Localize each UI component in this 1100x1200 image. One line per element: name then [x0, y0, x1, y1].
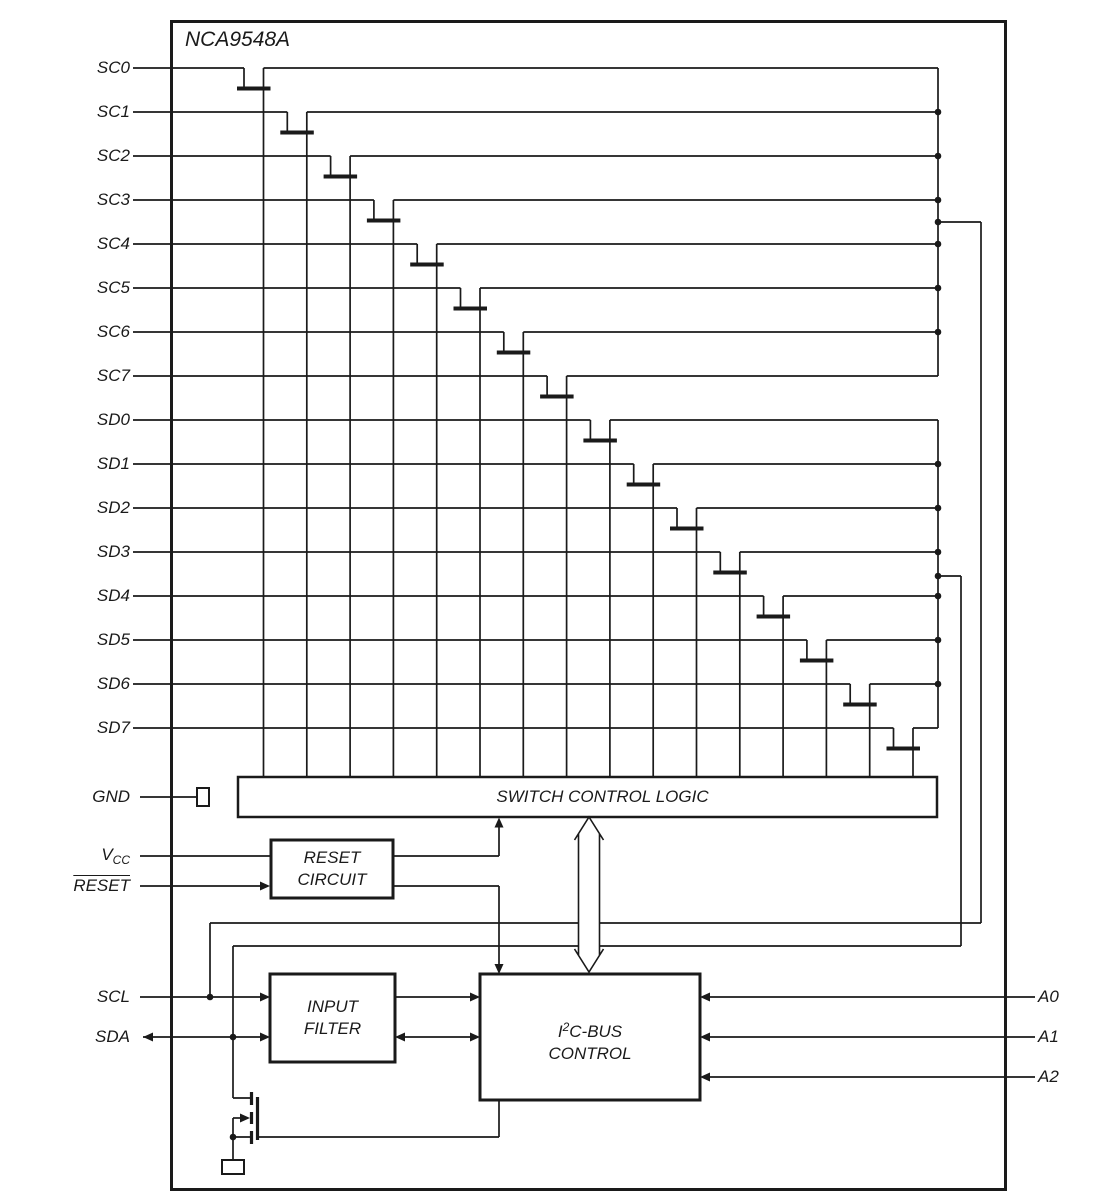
pin-label-sc5: SC5 [96, 278, 130, 297]
pin-label-a1: A1 [1038, 1027, 1059, 1046]
input-filter-label: INPUT FILTER [303, 997, 362, 1038]
pin-label-sc0: SC0 [96, 58, 130, 77]
pin-label-reset: RESET [73, 876, 130, 895]
pin-label-sc6: SC6 [96, 322, 130, 341]
pin-label-gnd: GND [92, 787, 130, 806]
pin-label-sc3: SC3 [96, 190, 130, 209]
pin-label-sd4: SD4 [96, 586, 130, 605]
pin-label-sda: SDA [95, 1027, 130, 1046]
pin-label-sd3: SD3 [96, 542, 130, 561]
pin-label-scl: SCL [96, 987, 130, 1006]
switch-control-logic-label: SWITCH CONTROL LOGIC [496, 787, 709, 806]
i2c-bus-control-label: $I^2C$-BUS CONTROL [548, 1020, 632, 1063]
pin-label-sc2: SC2 [96, 146, 130, 165]
pin-label-sd6: SD6 [96, 674, 130, 693]
pin-label-sd7: SD7 [96, 718, 130, 737]
pin-label-sd1: SD1 [96, 454, 130, 473]
pin-label-sd2: SD2 [96, 498, 130, 517]
pin-label-sc7: SC7 [96, 366, 130, 385]
reset-circuit-label: RESET CIRCUIT [297, 848, 367, 889]
chip-title: NCA9548A [185, 28, 291, 51]
pin-label-sc4: SC4 [96, 234, 130, 253]
pin-label-a2: A2 [1038, 1067, 1059, 1086]
pin-label-vcc: $V_{CC}$ [101, 845, 130, 867]
pin-label-a0: A0 [1038, 987, 1059, 1006]
pin-label-sc1: SC1 [96, 102, 130, 121]
pin-label-sd0: SD0 [96, 410, 130, 429]
pin-label-sd5: SD5 [96, 630, 130, 649]
